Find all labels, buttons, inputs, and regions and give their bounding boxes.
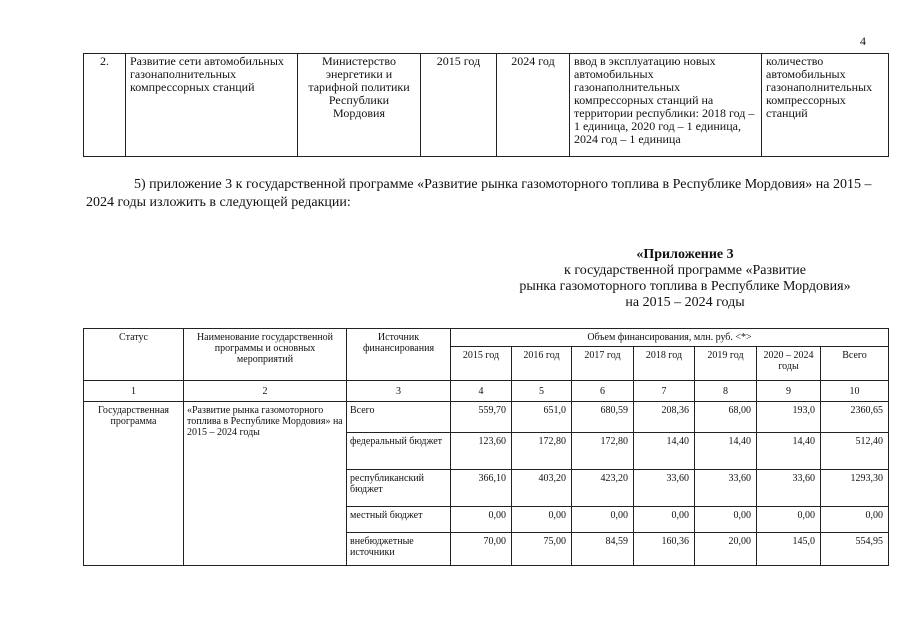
header-year: 2015 год — [451, 347, 512, 381]
appendix-line: на 2015 – 2024 годы — [625, 295, 745, 310]
value-cell: 403,20 — [512, 470, 572, 507]
appendix-heading — [500, 247, 870, 311]
value-cell: 680,59 — [572, 402, 634, 433]
source-cell: внебюджетные источники — [347, 533, 451, 566]
source-cell: Всего — [347, 402, 451, 433]
value-cell: 70,00 — [451, 533, 512, 566]
index-cell: 6 — [572, 381, 634, 402]
header-source: Источник финансирования — [347, 329, 451, 381]
value-cell: 20,00 — [695, 533, 757, 566]
header-year: 2016 год — [512, 347, 572, 381]
value-cell: 0,00 — [821, 507, 889, 533]
value-cell: 33,60 — [757, 470, 821, 507]
value-cell: 0,00 — [451, 507, 512, 533]
source-cell: местный бюджет — [347, 507, 451, 533]
header-year: 2017 год — [572, 347, 634, 381]
measure-indicator: количество автомобильных газонаполнительных компрессорных станций — [762, 54, 889, 157]
value-cell: 0,00 — [572, 507, 634, 533]
value-cell: 14,40 — [695, 433, 757, 470]
value-cell: 14,40 — [634, 433, 695, 470]
program-cell: «Развитие рынка газомоторного топлива в Республике Мордовия» на 2015 – 2024 годы — [184, 402, 347, 566]
value-cell: 423,20 — [572, 470, 634, 507]
value-cell: 33,60 — [695, 470, 757, 507]
measure-name: Развитие сети автомобильных газонаполнительных компрессорных станций — [126, 54, 298, 157]
value-cell: 208,36 — [634, 402, 695, 433]
index-cell: 3 — [347, 381, 451, 402]
appendix-line: рынка газомоторного топлива в Республике Мордовия» — [519, 279, 851, 294]
measure-number: 2. — [84, 54, 126, 157]
table-row — [84, 402, 889, 433]
value-cell: 14,40 — [757, 433, 821, 470]
amendment-paragraph: 5) приложение 3 к государственной программе «Развитие рынка газомоторного топлива в Республике Мордовия» на 2015 – 2024 годы изложить в следующей редакции: — [86, 177, 872, 210]
index-cell: 9 — [757, 381, 821, 402]
measure-result: ввод в эксплуатацию новых автомобильных газонаполнительных компрессорных станций на территории республики: 2018 год – 1 единица, 2020 год – 1 единица, 2024 год – 1 единица — [570, 54, 762, 157]
value-cell: 84,59 — [572, 533, 634, 566]
appendix-title: «Приложение 3 — [636, 247, 734, 262]
value-cell: 193,0 — [757, 402, 821, 433]
index-row — [84, 381, 889, 402]
value-cell: 68,00 — [695, 402, 757, 433]
value-cell: 554,95 — [821, 533, 889, 566]
measure-end: 2024 год — [497, 54, 570, 157]
index-cell: 7 — [634, 381, 695, 402]
value-cell: 123,60 — [451, 433, 512, 470]
measures-table — [83, 53, 889, 157]
index-cell: 10 — [821, 381, 889, 402]
index-cell: 8 — [695, 381, 757, 402]
header-year: Всего — [821, 347, 889, 381]
value-cell: 33,60 — [634, 470, 695, 507]
header-volume: Объем финансирования, млн. руб. <*> — [451, 329, 889, 347]
value-cell: 1293,30 — [821, 470, 889, 507]
value-cell: 172,80 — [512, 433, 572, 470]
status-cell: Государственная программа — [84, 402, 184, 566]
financing-table — [83, 328, 889, 566]
header-year: 2019 год — [695, 347, 757, 381]
index-cell: 1 — [84, 381, 184, 402]
value-cell: 366,10 — [451, 470, 512, 507]
measure-start: 2015 год — [421, 54, 497, 157]
value-cell: 172,80 — [572, 433, 634, 470]
measure-responsible: Министерство энергетики и тарифной политики Республики Мордовия — [298, 54, 421, 157]
page-number: 4 — [860, 34, 866, 48]
table-header-row — [84, 329, 889, 347]
value-cell: 145,0 — [757, 533, 821, 566]
table-row — [84, 54, 889, 157]
index-cell: 2 — [184, 381, 347, 402]
source-cell: республиканский бюджет — [347, 470, 451, 507]
header-year: 2020 – 2024 годы — [757, 347, 821, 381]
header-status: Статус — [84, 329, 184, 381]
index-cell: 5 — [512, 381, 572, 402]
value-cell: 512,40 — [821, 433, 889, 470]
value-cell: 2360,65 — [821, 402, 889, 433]
value-cell: 559,70 — [451, 402, 512, 433]
value-cell: 75,00 — [512, 533, 572, 566]
header-year: 2018 год — [634, 347, 695, 381]
value-cell: 0,00 — [757, 507, 821, 533]
index-cell: 4 — [451, 381, 512, 402]
value-cell: 0,00 — [634, 507, 695, 533]
value-cell: 651,0 — [512, 402, 572, 433]
appendix-line: к государственной программе «Развитие — [564, 263, 806, 278]
value-cell: 0,00 — [695, 507, 757, 533]
header-name: Наименование государственной программы и основных мероприятий — [184, 329, 347, 381]
value-cell: 0,00 — [512, 507, 572, 533]
source-cell: федеральный бюджет — [347, 433, 451, 470]
value-cell: 160,36 — [634, 533, 695, 566]
